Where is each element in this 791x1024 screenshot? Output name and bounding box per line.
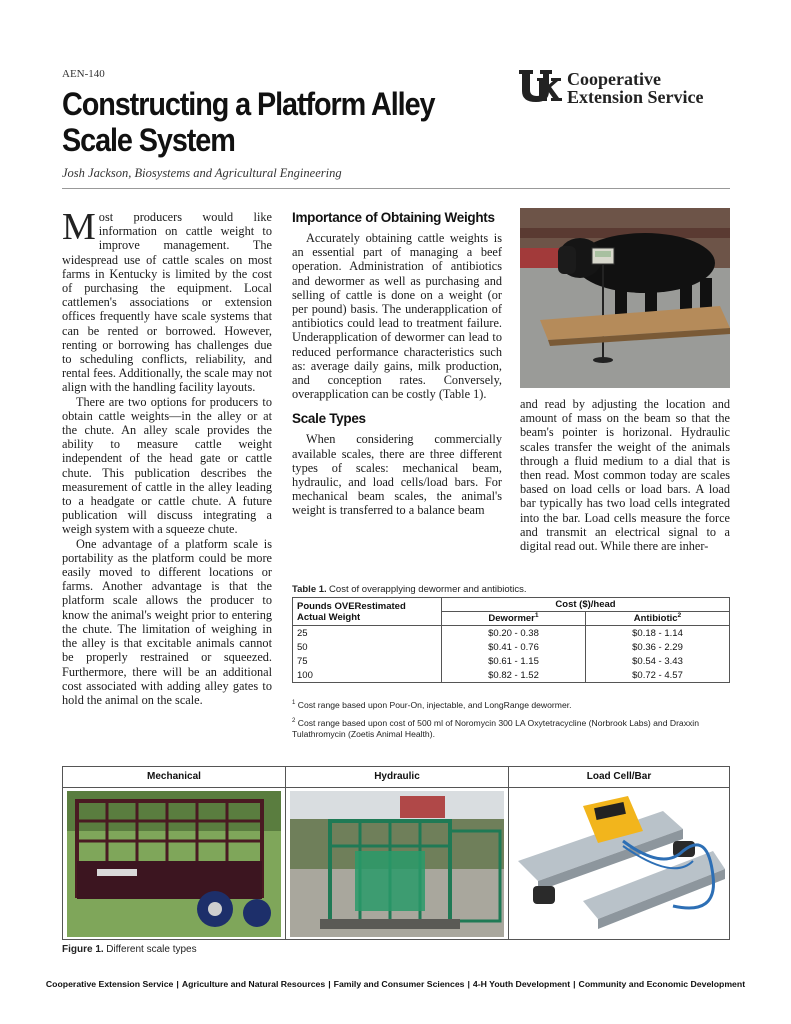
- figure-caption: [62, 944, 197, 955]
- load-cell-bar-photo: [513, 791, 725, 937]
- table-cell: $0.54 - 3.43: [586, 654, 730, 668]
- logo-line-2: Extension Service: [567, 87, 704, 107]
- column-header-dewormer: Dewormer$^1$: [442, 612, 586, 626]
- table-cell: $0.18 - 1.14: [586, 626, 730, 641]
- body-column-3: [520, 397, 730, 553]
- footer-unit: Community and Economic Development: [578, 979, 746, 989]
- figure-caption-text: Different scale types: [106, 944, 197, 955]
- cost-table: [292, 597, 730, 683]
- table-cell: $0.61 - 1.15: [442, 654, 586, 668]
- mechanical-scale-photo: [67, 791, 281, 937]
- document-code: AEN-140: [62, 68, 105, 80]
- table-caption-label: Table 1.: [292, 584, 327, 595]
- author-line: Josh Jackson, Biosystems and Agricultural Engineering: [62, 166, 342, 180]
- table-cell: 100: [293, 668, 442, 683]
- table-cell: $0.41 - 0.76: [442, 640, 586, 654]
- intro-paragraph: [62, 206, 272, 395]
- logo-line-1: Cooperative: [567, 69, 661, 89]
- section-heading-importance: Importance of Obtaining Weights: [292, 210, 495, 225]
- table-cell: 75: [293, 654, 442, 668]
- cattle-on-scale-photo: [520, 208, 730, 388]
- table-row: [293, 654, 730, 668]
- body-column-2: [292, 210, 502, 518]
- footer-unit: Agriculture and Natural Resources: [181, 979, 326, 989]
- figure-caption-label: Figure 1.: [62, 944, 104, 955]
- paragraph: When considering commercially available scales, there are three different types of scales: mechanical beam, hydraulic, and load cells/load bars. For mechanical beam scales, the animal's weight is transferred to a balance beam: [292, 432, 502, 518]
- page-footer: Cooperative Extension Service | Agriculture and Natural Resources | Family and Consumer Sciences | 4-H Youth Development | Community and Economic Development: [45, 979, 746, 989]
- table-footnote-2: $^2$ Cost range based upon cost of 500 ml of Noromycin 300 LA Oxytetracycline (Norbrook Labs) and Draxxin Tulathromycin (Zoetis Animal Health).: [292, 718, 699, 739]
- column-header-antibiotic: Antibiotic$^2$: [586, 612, 730, 626]
- table-row: [293, 668, 730, 683]
- figure-header-load-cell: Load Cell/Bar: [509, 767, 729, 788]
- page-title: Constructing a Platform Alley Scale System: [62, 86, 435, 158]
- paragraph: There are two options for producers to obtain cattle weights—in the alley or at the chute. An alley scale provides the ability to measure cattle weight independent of the head gate or cattle chute. This publication describes the measurement of cattle in the alley leading to a headgate or cattle chute. A future publication will discuss integrating a weigh system with a squeeze chute.: [62, 394, 272, 537]
- section-heading-scale-types: Scale Types: [292, 411, 366, 427]
- header-divider: [62, 188, 730, 189]
- table-row: [293, 626, 730, 641]
- group-header: Cost ($)/head: [442, 598, 730, 612]
- footer-unit: Family and Consumer Sciences: [333, 979, 465, 989]
- intro-text: ost producers would like information on cattle weight to improve management. The widespread use of cattle scales on most farms in Kentucky is limited by the cost of purchasing the equipment. Local cattlemen's associations or extension offices frequently have scale systems that can be rented or borrowed. However, renting or borrowing has challenges due to scheduling conflicts, reliability, and rental fees. Additionally, the scale may not align with the handling facility layouts.: [62, 210, 272, 395]
- paragraph: One advantage of a platform scale is portability as the platform could be more easily moved to different locations or farms. Another advantage is that the platform scale allows the producer to know the animal's weight prior to entering the chute. The limitation of weighing in the alley is that excitable animals cannot be properly restrained or squeezed. Furthermore, there will be an additional cost associated with adding alley gates to hold the animal on the scale.: [62, 536, 272, 707]
- footer-org: Cooperative Extension Service: [45, 979, 174, 989]
- extension-logo: [517, 68, 732, 108]
- table-cell: $0.36 - 2.29: [586, 640, 730, 654]
- figure-header-mechanical: Mechanical: [63, 767, 285, 788]
- table-caption-text: Cost of overapplying dewormer and antibiotics.: [329, 584, 527, 595]
- table-caption: [292, 584, 527, 595]
- drop-cap: M: [62, 206, 96, 248]
- footer-unit: 4-H Youth Development: [472, 979, 571, 989]
- table-cell: $0.72 - 4.57: [586, 668, 730, 683]
- paragraph: and read by adjusting the location and amount of mass on the beam so that the beam's pointer is horizonal. Hydraulic scales transfer the weight of the animals through a fluid medium to a dial that is then read. Most common today are scales based on load cells or load bars. A load bar typically has two load cells integrated into the bar. Load cells measure the force and transmit an electrical signal to a digital read out. While there are inher-: [520, 397, 730, 554]
- paragraph: Accurately obtaining cattle weights is an essential part of managing a beef operation. Administration of antibiotics and dewormer as well as purchasing and selling of cattle is done on a weight (or per pound) basis. The underapplication of antibiotics could lead to treatment failure. Underapplication of dewormer can lead to reduced performance characteristics such as: average daily gains, milk production, and conception rates. Conversely, overapplication can be costly (Table 1).: [292, 231, 502, 402]
- uk-logo-icon: [517, 68, 563, 106]
- figure-header-hydraulic: Hydraulic: [286, 767, 508, 788]
- table-cell: 50: [293, 640, 442, 654]
- hydraulic-scale-photo: [290, 791, 504, 937]
- body-column-1: [62, 206, 272, 707]
- table-footnote-1: $^1$ Cost range based upon Pour-On, injectable, and LongRange dewormer.: [292, 700, 572, 710]
- table-row: [293, 640, 730, 654]
- table-cell: $0.82 - 1.52: [442, 668, 586, 683]
- scale-types-figure: [62, 766, 730, 940]
- row-header: Pounds OVERestimated Actual Weight: [293, 598, 442, 626]
- table-cell: 25: [293, 626, 442, 641]
- table-cell: $0.20 - 0.38: [442, 626, 586, 641]
